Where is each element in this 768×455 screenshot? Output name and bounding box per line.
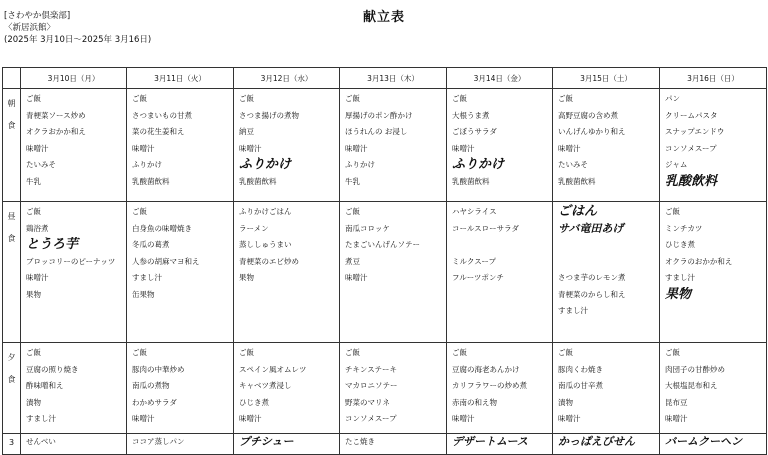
snack-row [3, 434, 767, 455]
menu-cell [340, 343, 447, 434]
menu-item: 味噌汁 [132, 143, 155, 153]
menu-item: オクラのおかか和え [665, 256, 733, 266]
menu-item: 果物 [239, 273, 254, 282]
menu-item: 大根うま煮 [452, 110, 490, 120]
menu-cell [660, 89, 767, 202]
menu-item: 青梗菜ソース炒め [26, 110, 86, 120]
lunch-row [3, 202, 767, 343]
meal-label-top: 昼 [7, 212, 16, 221]
menu-item: 味噌汁 [132, 414, 155, 423]
snack-item: せんべい [26, 437, 56, 446]
org-branch: 〈新居浜館〉 [4, 23, 56, 33]
menu-cell [447, 89, 553, 202]
menu-item: 味噌汁 [345, 143, 368, 153]
menu-item: 味噌汁 [345, 273, 368, 282]
meal-label-bottom: 食 [7, 121, 16, 130]
menu-item [558, 237, 659, 254]
menu-item: 味噌汁 [26, 273, 49, 282]
menu-item: スナップエンドウ [665, 127, 725, 136]
menu-item: クリームパスタ [665, 110, 718, 120]
menu-cell [127, 89, 234, 202]
menu-item: ご飯 [452, 94, 467, 103]
menu-item: 乳酸菌飲料 [239, 176, 277, 186]
menu-item: 肉団子の甘酢炒め [665, 364, 725, 374]
menu-item: 味噌汁 [558, 414, 581, 423]
menu-item: 乳酸飲料 [665, 173, 718, 189]
header-row [3, 68, 767, 89]
menu-cell [553, 202, 660, 343]
day-header: 3月14日（金） [447, 68, 553, 89]
snack-cell [660, 434, 767, 455]
snack-item: プチシュー [239, 435, 294, 448]
menu-item: 人参の胡麻マヨ和え [132, 256, 200, 266]
menu-item: 酢味噌和え [26, 381, 64, 390]
menu-item: 味噌汁 [452, 414, 475, 423]
menu-item: たいみそ [26, 160, 56, 169]
menu-item: ご飯 [26, 94, 41, 103]
menu-cell [553, 89, 660, 202]
menu-item: 味噌汁 [239, 143, 262, 153]
menu-cell [234, 343, 340, 434]
snack-item: デザートムース [452, 435, 528, 448]
menu-item: 蒸ししゅうまい [239, 240, 292, 249]
menu-item: 乳酸菌飲料 [452, 176, 490, 186]
menu-item: キャベツ煮浸し [239, 381, 292, 390]
menu-item: わかめサラダ [132, 397, 177, 407]
meal-label-bottom: 食 [7, 234, 16, 243]
menu-item: オクラおかか和え [26, 127, 86, 136]
menu-item: 果物 [26, 289, 41, 299]
meal-label [3, 202, 21, 343]
menu-item: 冬瓜の葛煮 [132, 240, 170, 249]
menu-item: いんげんゆかり和え [558, 127, 626, 136]
menu-item: ほうれんの お浸し [345, 127, 408, 136]
menu-cell [340, 202, 447, 343]
snack-item: かっぱえびせん [558, 435, 635, 448]
menu-item: コールスローサラダ [452, 223, 520, 233]
menu-item: ミルクスープ [452, 256, 497, 266]
snack-cell [234, 434, 340, 455]
menu-item: ご飯 [132, 348, 147, 357]
org-period: (2025年 3月10日〜2025年 3月16日) [4, 35, 152, 45]
menu-item: 牛乳 [345, 176, 360, 186]
menu-cell [21, 343, 127, 434]
menu-item: ご飯 [345, 348, 360, 357]
menu-cell [127, 343, 234, 434]
menu-item: パン [665, 94, 680, 103]
day-header: 3月16日（日） [660, 68, 767, 89]
menu-item: スペイン風オムレツ [239, 364, 307, 374]
menu-item: ごはん [558, 204, 598, 219]
menu-item: 味噌汁 [452, 143, 475, 153]
menu-item: ご飯 [452, 348, 467, 357]
menu-item: チキンステーキ [345, 364, 398, 374]
menu-item: ご飯 [26, 207, 41, 216]
menu-item: たいみそ [558, 160, 588, 169]
menu-item: ご飯 [558, 348, 573, 357]
menu-item: ふりかけ [132, 160, 162, 169]
meal-label-top: 朝 [7, 99, 16, 108]
snack-label: 3 [3, 434, 21, 455]
menu-item: 納豆 [239, 127, 254, 136]
menu-item: すまし汁 [665, 273, 695, 282]
menu-item: マカロニソテー [345, 381, 398, 390]
meal-label-top: 夕 [7, 353, 16, 362]
menu-item: ひじき煮 [665, 240, 695, 249]
menu-cell [660, 202, 767, 343]
menu-item: すまし汁 [132, 273, 162, 282]
menu-item: ふりかけ [345, 160, 375, 169]
menu-item: ご飯 [132, 207, 147, 216]
menu-item: 南瓜の煮物 [132, 381, 170, 390]
menu-item: 果物 [665, 286, 692, 302]
menu-item: 乳酸菌飲料 [132, 176, 170, 186]
meal-label [3, 89, 21, 202]
menu-item: ジャム [665, 160, 688, 169]
day-header: 3月11日（火） [127, 68, 234, 89]
menu-item: 豆腐の照り焼き [26, 364, 79, 374]
day-header: 3月15日（土） [553, 68, 660, 89]
menu-item: 大根塩昆布和え [665, 381, 718, 390]
menu-item: 乳酸菌飲料 [558, 176, 596, 186]
menu-item: ご飯 [239, 348, 254, 357]
menu-item: さつまいもの甘煮 [132, 110, 192, 120]
menu-item: 漬物 [558, 397, 573, 407]
menu-item: ご飯 [345, 94, 360, 103]
menu-cell [234, 89, 340, 202]
menu-item: ブロッコリーのピーナッツ [26, 256, 116, 266]
menu-item: すまし汁 [26, 414, 56, 423]
menu-cell [447, 202, 553, 343]
snack-cell [553, 434, 660, 455]
menu-item: フルーツポンチ [452, 273, 504, 282]
menu-item: ごぼうサラダ [452, 127, 497, 136]
menu-item: ご飯 [665, 348, 680, 357]
menu-item: ご飯 [665, 207, 680, 216]
menu-item: ご飯 [345, 207, 360, 216]
menu-item: 牛乳 [26, 176, 41, 186]
menu-cell [234, 202, 340, 343]
menu-item: 青梗菜のからし和え [558, 289, 626, 299]
snack-cell [447, 434, 553, 455]
menu-item: 青梗菜のエビ炒め [239, 256, 299, 266]
menu-item: 味噌汁 [26, 143, 49, 153]
menu-item: ミンチカツ [665, 223, 703, 233]
menu-item: ふりかけ [239, 157, 292, 172]
day-header: 3月13日（木） [340, 68, 447, 89]
menu-item: カリフラワーの炒め煮 [452, 381, 527, 390]
snack-cell [340, 434, 447, 455]
menu-item: 味噌汁 [239, 414, 262, 423]
meal-label-bottom: 食 [7, 375, 16, 384]
menu-item: 煮豆 [345, 256, 360, 266]
menu-cell [21, 89, 127, 202]
menu-item: 豆腐の海老あんかけ [452, 364, 520, 374]
menu-item: 豚肉くわ焼き [558, 364, 603, 374]
menu-item: 野菜のマリネ [345, 397, 390, 407]
menu-item: 漬物 [26, 397, 41, 407]
menu-cell [340, 89, 447, 202]
menu-item: さつま揚げの煮物 [239, 110, 299, 120]
menu-item: すまし汁 [558, 306, 588, 315]
snack-cell [127, 434, 234, 455]
menu-item: 鶏浴煮 [26, 223, 49, 233]
page-title: 献立表 [362, 10, 405, 25]
menu-item: ふりかけ [452, 157, 505, 172]
corner-cell [3, 68, 21, 89]
menu-item [558, 254, 659, 271]
menu-item: ふりかけごはん [239, 207, 292, 216]
snack-item: たこ焼き [345, 437, 375, 446]
menu-cell [660, 343, 767, 434]
menu-item: ひじき煮 [239, 397, 269, 407]
menu-item: ご飯 [558, 94, 573, 103]
menu-item: 高野豆腐の含め煮 [558, 110, 618, 120]
menu-item: 缶果物 [132, 289, 155, 299]
snack-item: バームクーヘン [665, 435, 742, 448]
menu-item: ご飯 [26, 348, 41, 357]
menu-cell [447, 343, 553, 434]
menu-item: 白身魚の味噌焼き [132, 223, 192, 233]
menu-cell [553, 343, 660, 434]
menu-item: ラーメン [239, 223, 269, 233]
menu-item [452, 237, 552, 254]
menu-cell [127, 202, 234, 343]
menu-item: ご飯 [239, 94, 254, 103]
menu-item: サバ竜田あげ [558, 221, 624, 235]
menu-item: 味噌汁 [665, 414, 688, 423]
menu-item: 味噌汁 [558, 143, 581, 153]
menu-item: 菜の花生姜和え [132, 127, 185, 136]
menu-item: コンソメスープ [345, 414, 397, 423]
menu-item: 昆布豆 [665, 397, 688, 407]
menu-item: たまごいんげんソテー [345, 240, 420, 249]
menu-item: ハヤシライス [452, 207, 497, 216]
meal-label [3, 343, 21, 434]
menu-table [2, 67, 767, 455]
menu-item: とうろ芋 [26, 237, 79, 252]
menu-item: 赤南の和え物 [452, 397, 497, 407]
org-header [4, 10, 151, 46]
breakfast-row [3, 89, 767, 202]
menu-item: 厚揚げのポン酢かけ [345, 110, 413, 120]
menu-item: さつま芋のレモン煮 [558, 273, 626, 282]
snack-cell [21, 434, 127, 455]
dinner-row [3, 343, 767, 434]
org-name: [さわやか倶楽部] [4, 11, 71, 21]
day-header: 3月12日（水） [234, 68, 340, 89]
snack-item: ココア蒸しパン [132, 437, 185, 446]
menu-item: 南瓜コロッケ [345, 223, 390, 233]
menu-item: コンソメスープ [665, 143, 717, 153]
menu-cell [21, 202, 127, 343]
menu-item: 豚肉の中華炒め [132, 364, 185, 374]
menu-item: ご飯 [132, 94, 147, 103]
menu-item: 南瓜の甘辛煮 [558, 381, 603, 390]
day-header: 3月10日（月） [21, 68, 127, 89]
